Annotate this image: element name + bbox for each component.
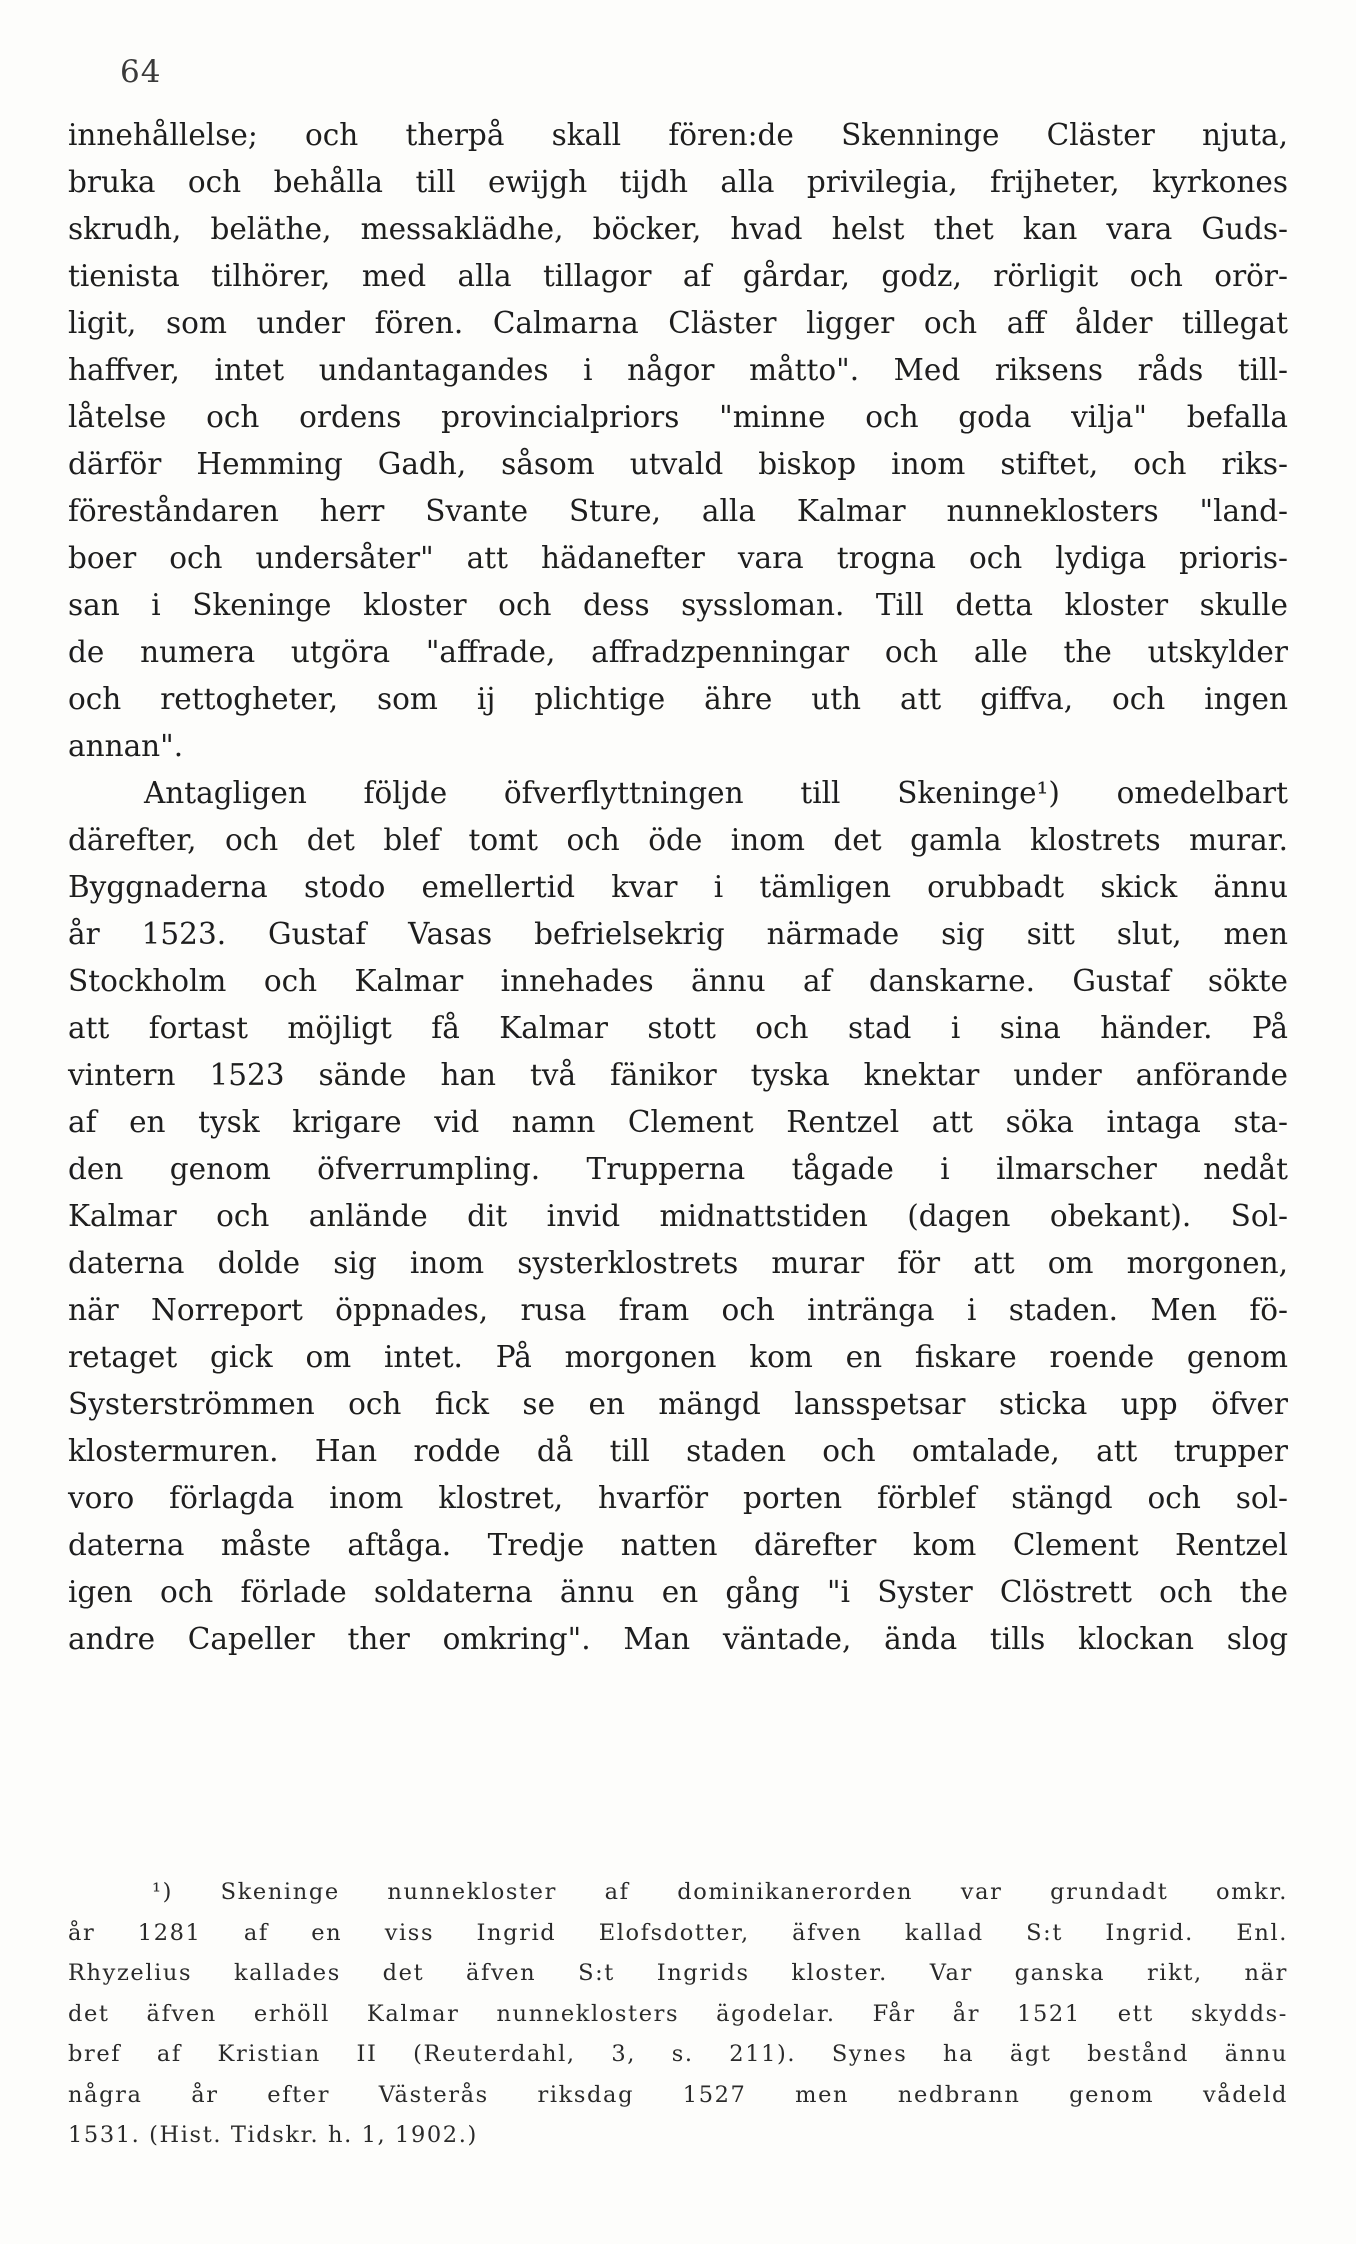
text-line: boer och undersåter" att hädanefter vara trogna och lydiga prioris- (68, 541, 1288, 575)
text-line: vintern 1523 sände han två fänikor tyska knektar under anförande (68, 1058, 1288, 1092)
text-line: retaget gick om intet. På morgonen kom en fiskare roende genom (68, 1340, 1288, 1374)
footnote-line: år 1281 af en viss Ingrid Elofsdotter, äfven kallad S:t Ingrid. Enl. (68, 1919, 1288, 1946)
text-line: klostermuren. Han rodde då till staden och omtalade, att trupper (68, 1434, 1288, 1468)
text-line: san i Skeninge kloster och dess syssloman. Till detta kloster skulle (68, 588, 1288, 622)
footnote-line: ¹) Skeninge nunnekloster af dominikanerorden var grundadt omkr. (152, 1879, 1288, 1905)
text-line: af en tysk krigare vid namn Clement Rentzel att söka intaga sta- (68, 1105, 1288, 1139)
text-line: och rettogheter, som ij plichtige ähre uth att giffva, och ingen (68, 682, 1288, 716)
text-line: haffver, intet undantagandes i någor måtto". Med riksens råds till- (68, 353, 1288, 387)
text-line: Byggnaderna stodo emellertid kvar i tämligen orubbadt skick ännu (68, 870, 1288, 904)
footnote-line: några år efter Västerås riksdag 1527 men nedbrann genom vådeld (68, 2081, 1288, 2108)
footnote-line: 1531. (Hist. Tidskr. h. 1, 1902.) (68, 2122, 478, 2148)
text-line: de numera utgöra "affrade, affradzpenningar och alle the utskylder (68, 635, 1288, 669)
text-line: föreståndaren herr Svante Sture, alla Kalmar nunneklosters "land- (68, 494, 1288, 528)
text-line: skrudh, beläthe, messaklädhe, böcker, hvad helst thet kan vara Guds- (68, 212, 1288, 246)
text-line: igen och förlade soldaterna ännu en gång "i Syster Clöstrett och the (68, 1575, 1288, 1609)
text-line: Antagligen följde öfverflyttningen till Skeninge¹) omedelbart (144, 776, 1288, 810)
paragraph-1 (68, 112, 1288, 770)
paragraph-2 (68, 770, 1288, 1663)
text-line: andre Capeller ther omkring". Man väntade, ända tills klockan slog (68, 1622, 1288, 1656)
text-line: därefter, och det blef tomt och öde inom det gamla klostrets murar. (68, 823, 1288, 857)
text-line: annan". (68, 729, 184, 763)
text-line: den genom öfverrumpling. Trupperna tågade i ilmarscher nedåt (68, 1152, 1288, 1186)
text-line: när Norreport öppnades, rusa fram och inträngа i staden. Men fö- (68, 1293, 1288, 1327)
text-line: tienista tilhörer, med alla tillagor af gårdar, godz, rörligit och orör- (68, 259, 1288, 293)
footnotes (68, 1872, 1288, 2156)
text-line: år 1523. Gustaf Vasas befrielsekrig närmade sig sitt slut, men (68, 917, 1288, 951)
text-line: daterna måste aftåga. Tredje natten därefter kom Clement Rentzel (68, 1528, 1288, 1562)
page-number: 64 (120, 54, 162, 90)
text-line: daterna dolde sig inom systerklostrets murar för att om morgonen, (68, 1246, 1288, 1280)
text-line: låtelse och ordens provincialpriors "minne och goda vilja" befalla (68, 400, 1288, 434)
footnote-line: bref af Kristian II (Reuterdahl, 3, s. 211). Synes ha ägt bestånd ännu (68, 2041, 1288, 2067)
text-line: ligit, som under fören. Calmarna Cläster ligger och aff ålder tillegat (68, 306, 1288, 340)
text-line: Stockholm och Kalmar innehades ännu af danskarne. Gustaf sökte (68, 964, 1288, 998)
text-line: Systerströmmen och fick se en mängd lansspetsar sticka upp öfver (68, 1387, 1288, 1421)
text-line: bruka och behålla till ewijgh tijdh alla privilegia, frijheter, kyrkones (68, 165, 1288, 199)
footnote-line: Rhyzelius kallades det äfven S:t Ingrids kloster. Var ganska rikt, när (68, 1960, 1288, 1986)
text-line: Kalmar och anlände dit invid midnattstiden (dagen obekant). Sol- (68, 1199, 1288, 1233)
body-text (68, 112, 1288, 1663)
text-line: innehållelse; och therpå skall fören:de Skenninge Cläster njuta, (68, 118, 1288, 152)
footnote-line: det äfven erhöll Kalmar nunneklosters ägodelar. Får år 1521 ett skydds- (68, 2000, 1288, 2027)
text-line: voro förlagda inom klostret, hvarför porten förblef stängd och sol- (68, 1481, 1288, 1515)
text-line: därför Hemming Gadh, såsom utvald biskop inom stiftet, och riks- (68, 447, 1288, 481)
text-line: att fortast möjligt få Kalmar stott och stad i sina händer. På (68, 1011, 1288, 1045)
